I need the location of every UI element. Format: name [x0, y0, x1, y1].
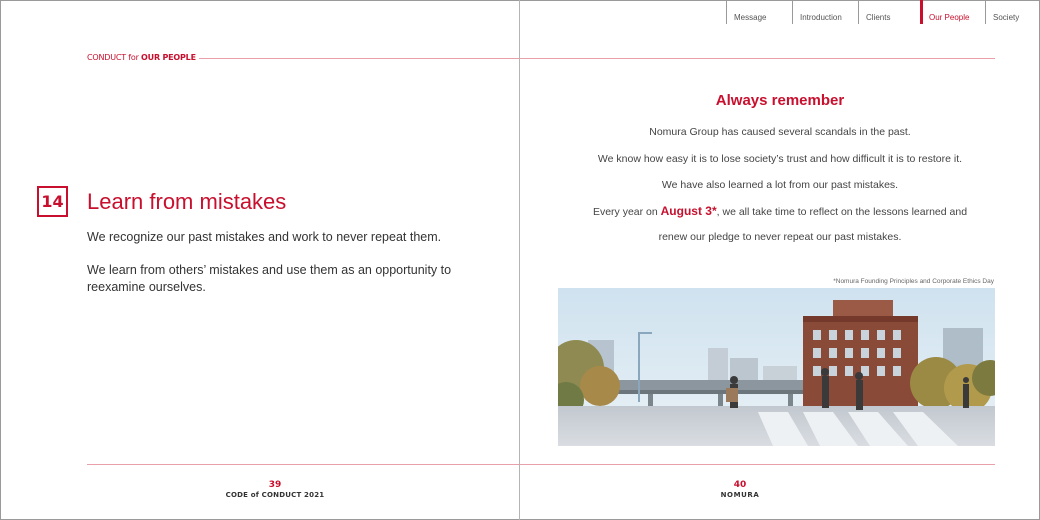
remember-line-4 [540, 204, 1020, 218]
section-header-prefix: CONDUCT for [87, 53, 142, 62]
paragraph-1: We recognize our past mistakes and work to never repeat them. [87, 230, 442, 244]
remember-line-5: renew our pledge to never repeat our past mistakes. [658, 231, 902, 243]
tab-message-label: Message [734, 13, 767, 22]
footer-rule-right [520, 464, 995, 465]
tab-introduction-label: Introduction [800, 13, 842, 22]
remember-line-3: We have also learned a lot from our past mistakes. [661, 179, 899, 191]
book-spine [519, 0, 520, 520]
tab-clients[interactable] [858, 0, 908, 24]
section-header-emphasis: OUR PEOPLE [141, 53, 196, 62]
header-rule-right [520, 58, 995, 59]
remember-line-2: We know how easy it is to lose society’s trust and how difficult it is to restore it. [597, 153, 963, 165]
remember-line-4-after: , we all take time to reflect on the lessons learned and [716, 206, 968, 218]
page-title: Learn from mistakes [87, 189, 287, 214]
street-photo [558, 288, 995, 446]
section-number: 14 [37, 186, 68, 217]
remember-line-4-before: Every year on [592, 206, 661, 218]
tab-society-label: Society [993, 13, 1020, 22]
code-of-conduct-label: CODE of CONDUCT 2021 [225, 491, 325, 499]
tab-our-people-label: Our People [929, 13, 970, 22]
footer-right [640, 480, 840, 500]
section-header [87, 53, 196, 62]
always-remember-title: Always remember [715, 92, 845, 109]
footer-left [175, 480, 375, 500]
founding-date: August 3* [660, 204, 717, 218]
footer-rule-left [87, 464, 519, 465]
page-number-right: 40 [733, 480, 747, 490]
remember-line-1: Nomura Group has caused several scandals in the past. [649, 126, 911, 138]
tab-society[interactable] [985, 0, 1039, 24]
tab-introduction[interactable] [792, 0, 850, 24]
tab-our-people[interactable] [920, 0, 978, 24]
footnote: *Nomura Founding Principles and Corporate Ethics Day [833, 278, 994, 285]
page-number-left: 39 [268, 480, 282, 490]
header-rule-left [199, 58, 519, 59]
paragraph-2: We learn from others’ mistakes and use them as an opportunity to reexamine ourselves. [87, 263, 452, 294]
nomura-logo: NOMURA [720, 491, 760, 499]
tab-message[interactable] [726, 0, 792, 24]
tab-clients-label: Clients [866, 13, 891, 22]
